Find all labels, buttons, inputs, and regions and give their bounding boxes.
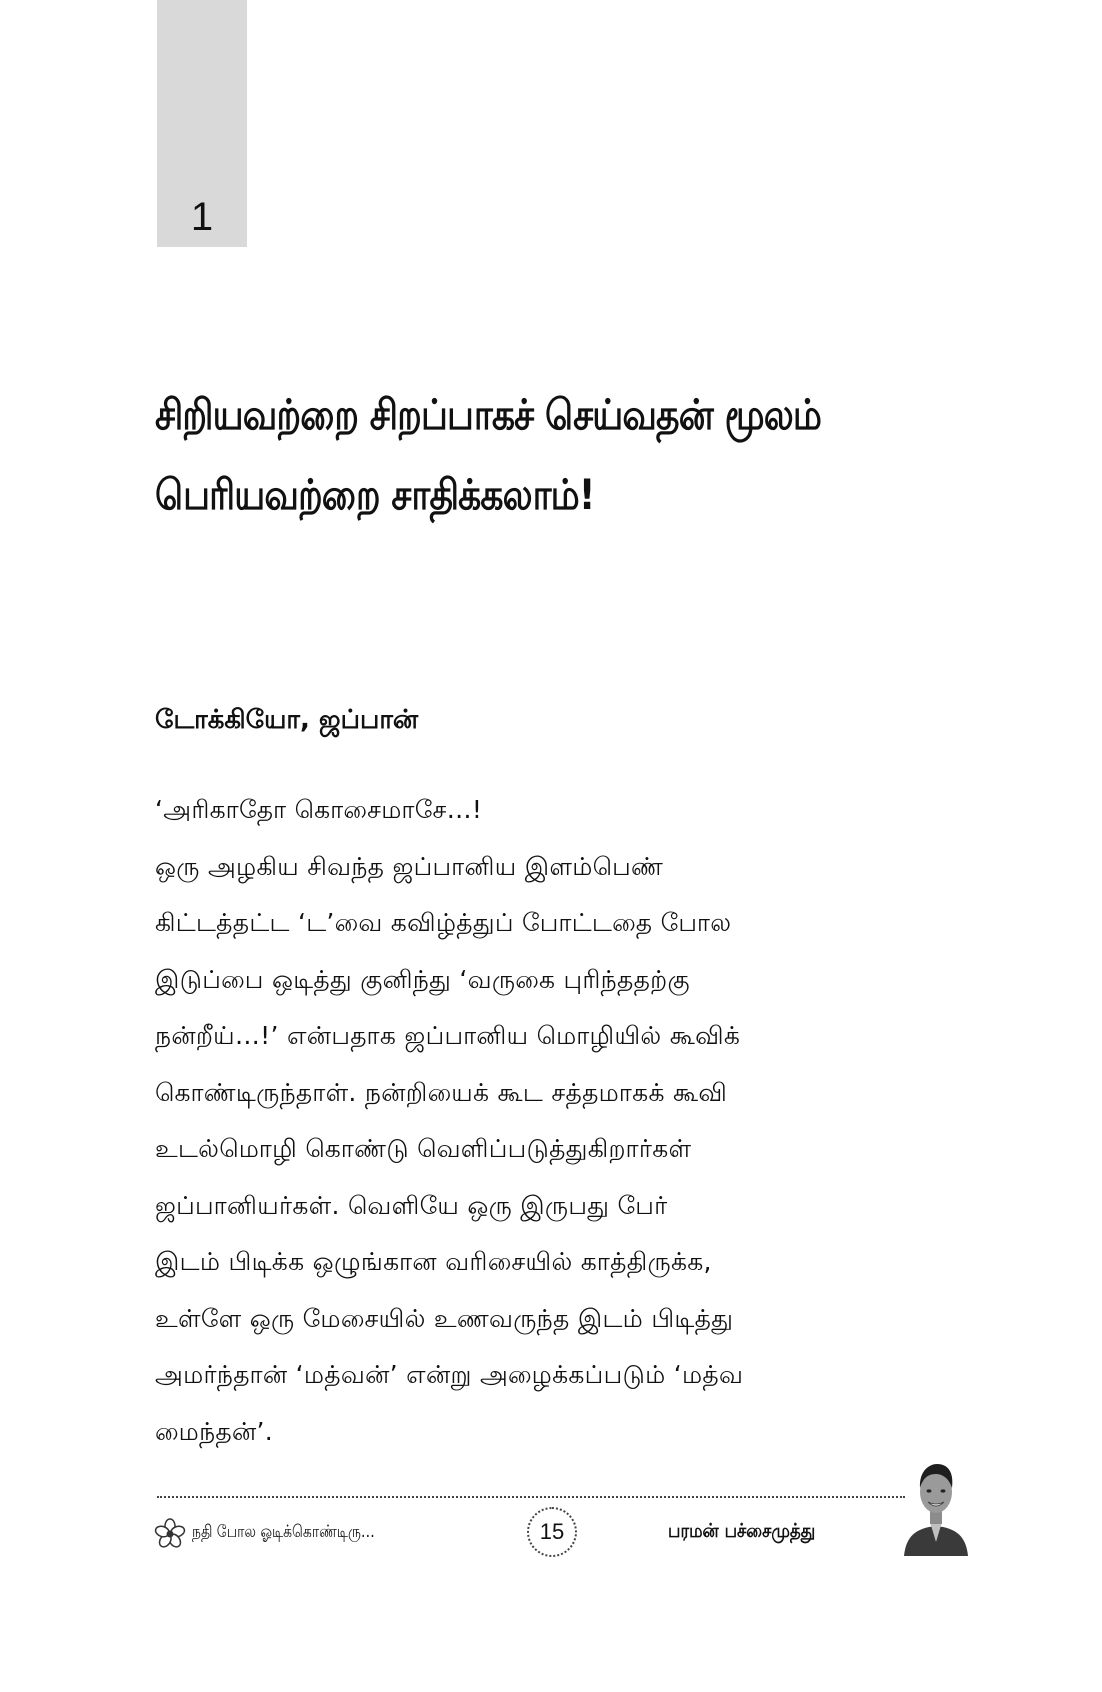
body-line: மைந்தன்’.: [155, 1416, 274, 1446]
chapter-number: 1: [190, 195, 214, 239]
body-paragraph: [155, 782, 915, 1460]
flower-icon: [154, 1518, 186, 1550]
body-line: நன்றீய்…!’ என்பதாக ஜப்பானிய மொழியில் கூவிக்: [155, 1021, 741, 1050]
body-line: கிட்டத்தட்ட ‘ட’வை கவிழ்த்துப் போட்டதை போல: [155, 908, 732, 937]
body-line: கொண்டிருந்தாள். நன்றியைக் கூட சத்தமாகக் கூவி: [155, 1077, 728, 1107]
author-portrait: [902, 1458, 970, 1556]
body-line: ஒரு அழகிய சிவந்த ஜப்பானிய இளம்பெண்: [155, 851, 664, 881]
body-line: ஜப்பானியர்கள். வெளியே ஒரு இருபது பேர்: [155, 1190, 668, 1220]
body-line: ‘அரிகாதோ கொசைமாசே…!: [155, 795, 483, 824]
footer-divider: [157, 1496, 905, 1498]
body-line: உடல்மொழி கொண்டு வெளிப்படுத்துகிறார்கள்: [155, 1134, 692, 1163]
chapter-tab: [157, 0, 247, 247]
chapter-title-line: பெரியவற்றை சாதிக்கலாம்!: [155, 470, 595, 519]
body-line: உள்ளே ஒரு மேசையில் உணவருந்த இடம் பிடித்து: [155, 1303, 734, 1333]
body-line: இடுப்பை ஒடித்து குனிந்து ‘வருகை புரிந்ததற்கு: [155, 964, 690, 994]
footer-book-title: நதி போல ஓடிக்கொண்டிரு…: [192, 1522, 375, 1542]
chapter-title-line: சிறியவற்றை சிறப்பாகச் செய்வதன் மூலம்: [155, 390, 822, 439]
body-line: இடம் பிடிக்க ஒழுங்கான வரிசையில் காத்திருக்க,: [155, 1247, 712, 1276]
section-heading: டோக்கியோ, ஜப்பான்: [155, 705, 419, 735]
page-number: 15: [527, 1507, 577, 1557]
chapter-title: [155, 375, 822, 535]
footer-author-name: பரமன் பச்சைமுத்து: [668, 1520, 816, 1542]
body-line: அமர்ந்தான் ‘மத்வன்’ என்று அழைக்கப்படும் ‘மத்வ: [155, 1360, 744, 1389]
